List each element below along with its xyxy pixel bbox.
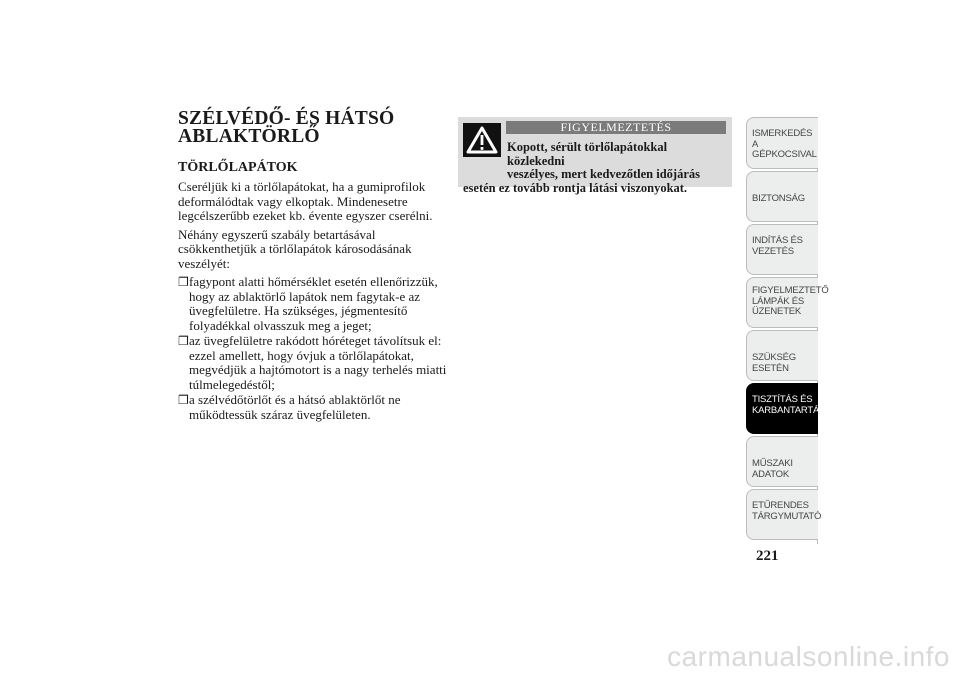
tab-ismerkedes[interactable]: ISMERKEDÉS A GÉPKOCSIVAL — [746, 117, 818, 169]
paragraph-rules: Néhány egyszerű szabály betartásával csökkenthetjük a törlőlapátok károsodásának veszélyét: — [178, 226, 412, 271]
tab-figyelmezteto[interactable]: FIGYELMEZTETŐ LÁMPÁK ÉS ÜZENETEK — [746, 277, 818, 328]
bullet-list — [178, 275, 454, 422]
paragraph-intro: Cseréljük ki a törlőlapátokat, ha a gumiprofilok deformálódtak vagy elkoptak. Mindenesetre legcélszerűbb ezeket kb. évente egyszer cserélni. — [178, 179, 433, 223]
tab-targymutato[interactable]: ETŰRENDES TÁRGYMUTATÓ — [746, 489, 818, 540]
checkbox-bullet-icon: ❒ — [178, 393, 189, 407]
tab-tisztitas[interactable]: TISZTÍTÁS ÉS KARBANTARTÁS — [746, 383, 818, 434]
warning-text: Kopott, sérült törlőlapátokkal közlekedni veszélyes, mert kedvezőtlen időjárás esetén ez tovább rontja látási viszonyokat. — [463, 140, 700, 195]
warning-header: FIGYELMEZTETÉS — [506, 121, 726, 134]
list-item: ❒ fagypont alatti hőmérséklet esetén ellenőrizzük, hogy az ablaktörlő lapátok nem fagytak-e az üvegfelületre. Ha szükséges, jégmentesítő folyadékkal olvasszuk meg a jeget; — [178, 274, 438, 333]
list-item: ❒ az üvegfelületre rakódott hóréteget távolítsuk el: ezzel amellett, hogy óvjuk a törlőlapátokat, megvédjük a hajtómotort is a nagy terhelés miatti túlmelegedéstől; — [178, 333, 447, 392]
page-number: 221 — [756, 548, 779, 564]
content-column — [178, 110, 454, 423]
checkbox-bullet-icon: ❒ — [178, 334, 189, 348]
section-title: SZÉLVÉDŐ- ÉS HÁTSÓ ABLAKTÖRLŐ — [178, 108, 395, 147]
tab-inditas[interactable]: INDÍTÁS ÉS VEZETÉS — [746, 224, 818, 275]
tab-muszaki[interactable]: MŰSZAKI ADATOK — [746, 436, 818, 487]
section-subtitle: TÖRLŐLAPÁTOK — [178, 160, 298, 175]
list-item: ❒ a szélvédőtörlőt és a hátsó ablaktörlőt ne működtessük száraz üvegfelületen. — [178, 392, 401, 422]
tab-biztonsag[interactable]: BIZTONSÁG — [746, 171, 818, 222]
warning-box — [458, 117, 732, 195]
tab-szukseg[interactable]: SZÜKSÉG ESETÉN — [746, 330, 818, 381]
chapter-tabs — [746, 117, 829, 542]
watermark-text: carmanualsonline.info — [667, 641, 950, 672]
checkbox-bullet-icon: ❒ — [178, 275, 189, 289]
